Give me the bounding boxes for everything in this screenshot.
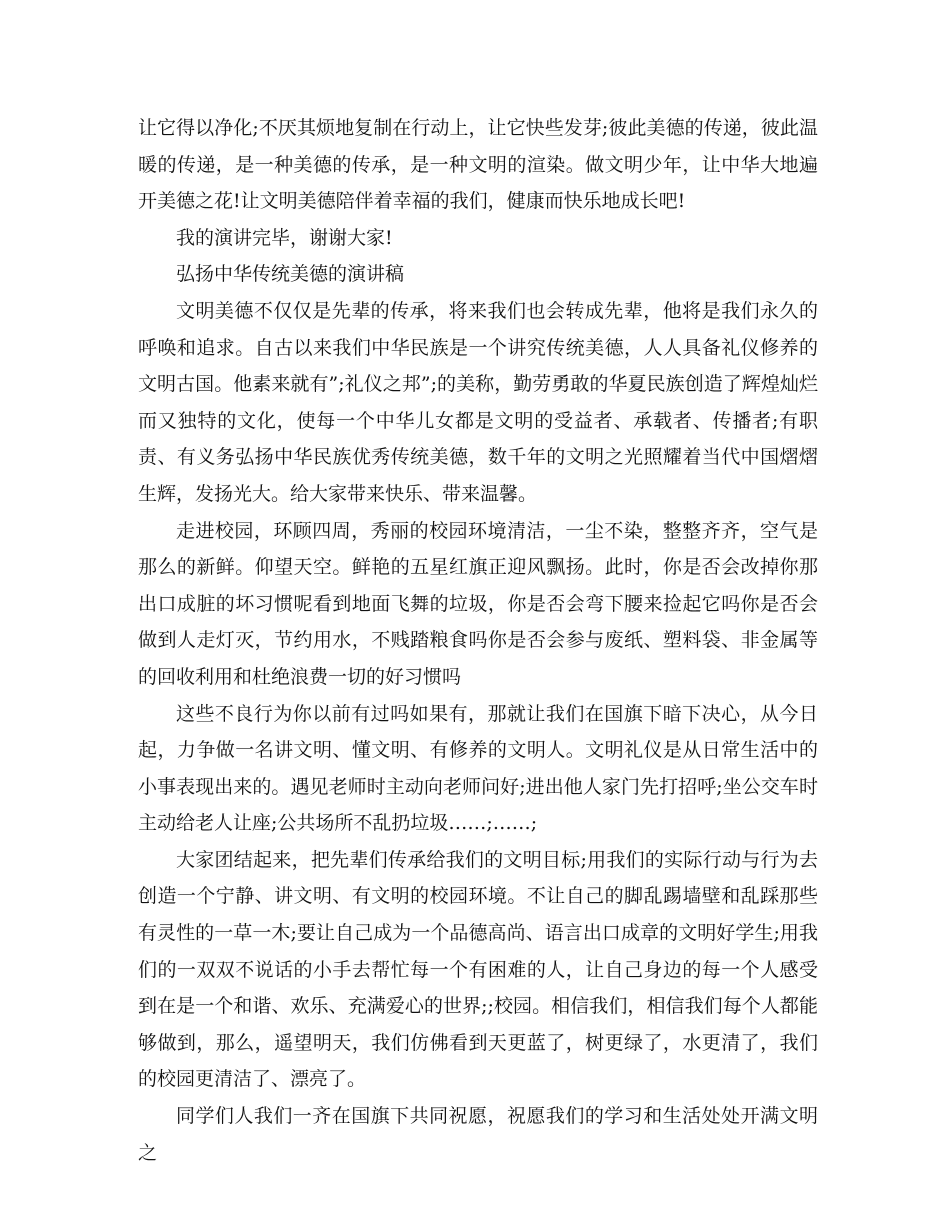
paragraph: 同学们人我们一齐在国旗下共同祝愿，祝愿我们的学习和生活处处开满文明之 xyxy=(138,1105,818,1164)
paragraph: 文明美德不仅仅是先辈的传承，将来我们也会转成先辈，他将是我们永久的呼唤和追求。自古以来我们中华民族是一个讲究传统美德，人人具备礼仪修养的文明古国。他素来就有”;礼仪之邦”;的美称，勤劳勇敢的华夏民族创造了辉煌灿烂而又独特的文化，使每一个中华儿女都是文明的受益者、承载者、传播者;有职责、有义务弘扬中华民族优秀传统美德，数千年的文明之光照耀着当代中国熠熠生辉，发扬光大。给大家带来快乐、带来温馨。 xyxy=(138,299,818,505)
paragraph: 走进校园，环顾四周，秀丽的校园环境清洁，一尘不染，整整齐齐，空气是那么的新鲜。仰望天空。鲜艳的五星红旗正迎风飘扬。此时，你是否会改掉你那出口成脏的坏习惯呢看到地面飞舞的垃圾，你是否会弯下腰来捡起它吗你是否会做到人走灯灭，节约用水，不贱踏粮食吗你是否会参与废纸、塑料袋、非金属等的回收利用和杜绝浪费一切的好习惯吗 xyxy=(138,519,818,688)
document-body xyxy=(138,110,818,1171)
paragraph-closing-remark: 我的演讲完毕，谢谢大家! xyxy=(176,226,393,249)
paragraph: 大家团结起来，把先辈们传承给我们的文明目标;用我们的实际行动与行为去创造一个宁静、讲文明、有文明的校园环境。不让自己的脚乱踢墙壁和乱踩那些有灵性的一草一木;要让自己成为一个品德高尚、语言出口成章的文明好学生;用我们的一双双不说话的小手去帮忙每一个有困难的人，让自己身边的每一个人感受到在是一个和谐、欢乐、充满爱心的世界;;校园。相信我们，相信我们每个人都能够做到，那么，遥望明天，我们仿佛看到天更蓝了，树更绿了，水更清了，我们的校园更清洁了、漂亮了。 xyxy=(138,848,818,1091)
paragraph-continuation: 让它得以净化;不厌其烦地复制在行动上，让它快些发芽;彼此美德的传递，彼此温暖的传递，是一种美德的传承，是一种文明的渲染。做文明少年，让中华大地遍开美德之花!让文明美德陪伴着幸福的我们，健康而快乐地成长吧! xyxy=(138,117,818,213)
speech-title: 弘扬中华传统美德的演讲稿 xyxy=(176,263,405,286)
paragraph: 这些不良行为你以前有过吗如果有，那就让我们在国旗下暗下决心，从今日起，力争做一名讲文明、懂文明、有修养的文明人。文明礼仪是从日常生活中的小事表现出来的。遇见老师时主动向老师问好;进出他人家门先打招呼;坐公交车时主动给老人让座;公共场所不乱扔垃圾……;……; xyxy=(138,702,818,835)
